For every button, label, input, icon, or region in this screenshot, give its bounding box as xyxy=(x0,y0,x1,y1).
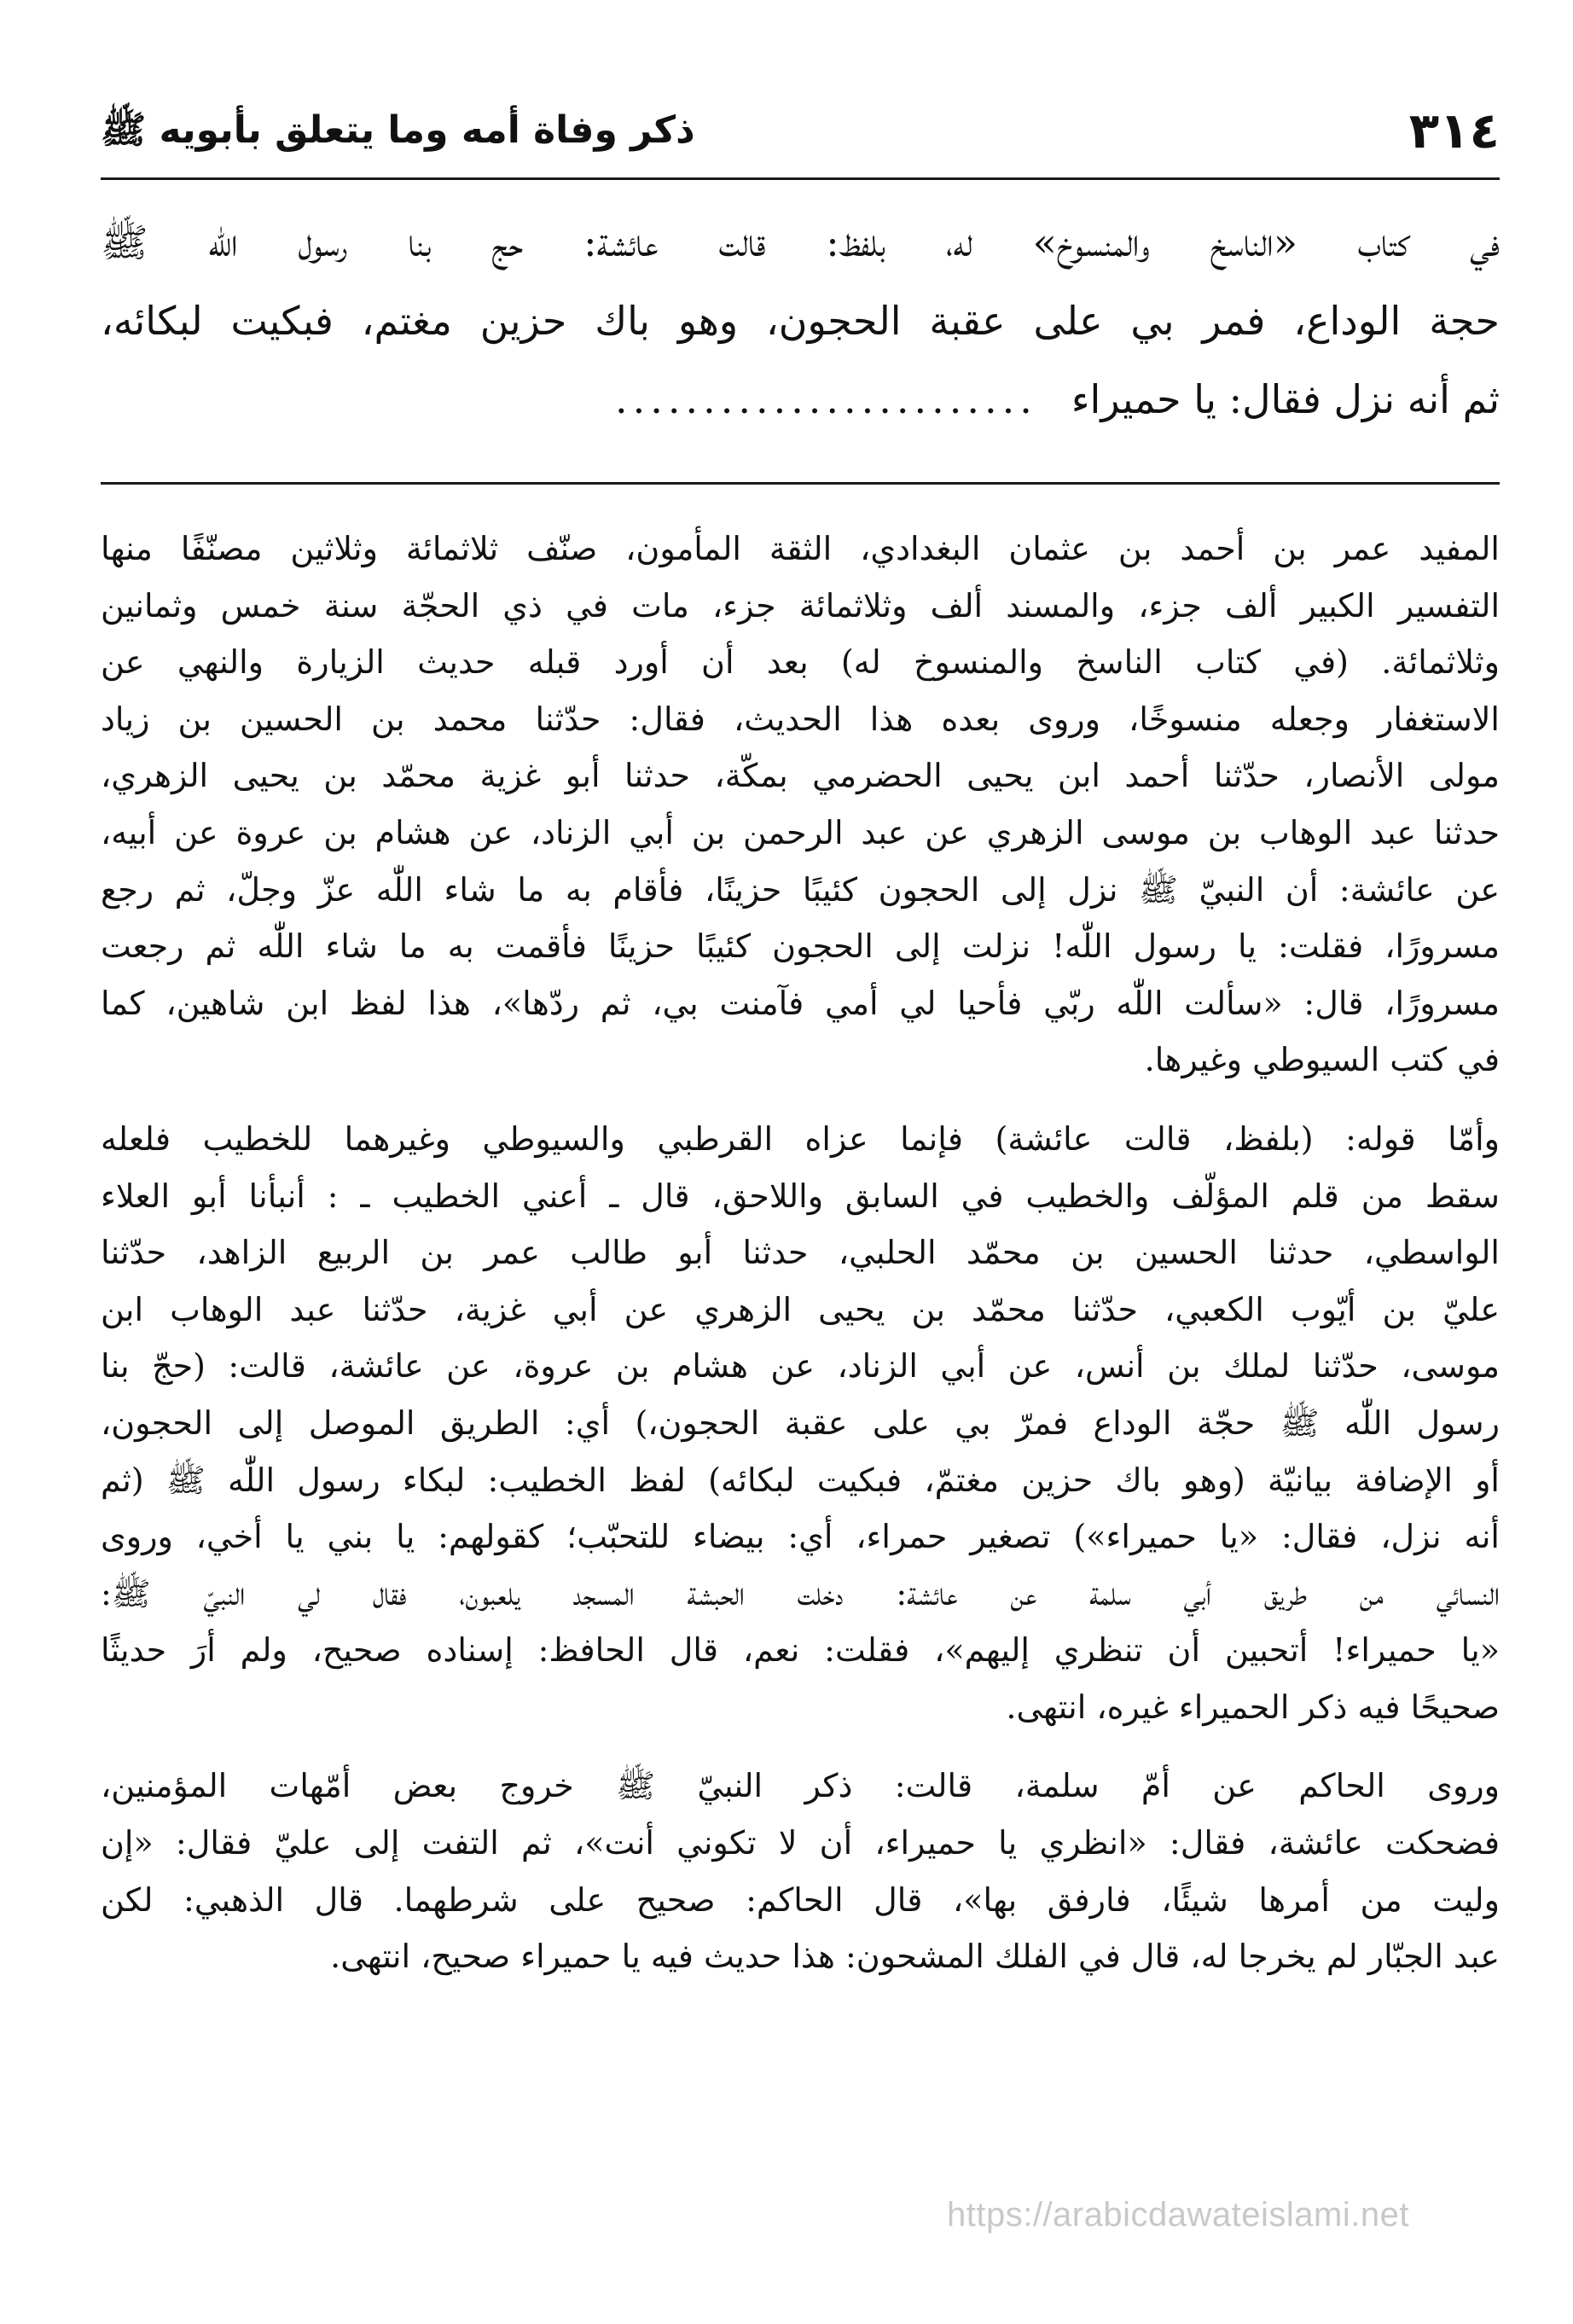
commentary-line: مسرورًا، قال: «سألت اللّٰه ربّي فأحيا لي أمي فآمنت بي، ثم ردّها»، هذا لفظ ابن شاهين، كما xyxy=(101,984,1500,1022)
main-text-line xyxy=(101,360,1500,439)
commentary-line: الواسطي، حدثنا الحسين بن محمّد الحلبي، حدثنا أبو طالب عمر بن الربيع الزاهد، حدّثنا xyxy=(101,1234,1500,1272)
commentary-line: رسول اللّٰه ﷺ حجّة الوداع فمرّ بي على عقبة الحجون،) أي: الطريق الموصل إلى الحجون، xyxy=(101,1403,1500,1442)
watermark-url: https://arabicdawateislami.net xyxy=(947,2196,1409,2234)
commentary-line: وثلاثمائة. (في كتاب الناسخ والمنسوخ له) بعد أن أورد قبله حديث الزيارة والنهي عن xyxy=(101,643,1500,682)
commentary-line: عبد الجبّار لم يخرجا له، قال في الفلك المشحون: هذا حديث فيه يا حميراء صحيح، انتهى. xyxy=(330,1938,1500,1976)
ellipsis-dots: ........................ xyxy=(614,376,1037,422)
commentary-divider xyxy=(101,482,1500,485)
chapter-title: ذكر وفاة أمه وما يتعلق بأبويه ﷺ xyxy=(101,108,695,152)
commentary-line: وروى الحاكم عن أمّ سلمة، قالت: ذكر النبيّ ﷺ خروج بعض أمّهات المؤمنين، xyxy=(101,1767,1500,1805)
paragraph-gap xyxy=(101,1735,1500,1758)
main-text-line: في كتاب «الناسخ والمنسوخ» له، بلفظ: قالت عائشة: حج بنا رسول الله ﷺ xyxy=(101,219,1500,265)
running-header xyxy=(101,92,1500,169)
commentary-line: فضحكت عائشة، فقال: «انظري يا حميراء، أن لا تكوني أنت»، ثم التفت إلى عليّ فقال: «إن xyxy=(101,1824,1500,1862)
commentary-line: أنه نزل، فقال: «يا حميراء») تصغير حمراء، أي: بيضاء للتحبّب؛ كقولهم: يا بني يا أخي، وروى xyxy=(101,1518,1500,1556)
commentary-line: عليّ بن أيّوب الكعبي، حدّثنا محمّد بن يحيى الزهري عن أبي غزية، حدّثنا عبد الوهاب ابن xyxy=(101,1290,1500,1328)
commentary-line: مسرورًا، فقلت: يا رسول اللّٰه! نزلت إلى الحجون كئيبًا حزينًا فأقمت به ما شاء اللّٰه ثم رجعت xyxy=(101,927,1500,966)
page-number: ٣١٤ xyxy=(1408,102,1500,160)
commentary-line: أو الإضافة بيانيّة (وهو باك حزين مغتمّ، فبكيت لبكائه) لفظ الخطيب: لبكاء رسول اللّٰه ﷺ (ثم xyxy=(101,1461,1500,1499)
commentary-line: حدثنا عبد الوهاب بن موسى الزهري عن عبد الرحمن بن أبي الزناد، عن هشام بن عروة عن أبيه، xyxy=(101,813,1500,851)
commentary-line: مولى الأنصار، حدّثنا أحمد ابن يحيى الحضرمي بمكّة، حدثنا أبو غزية محمّد بن يحيى الزهري، xyxy=(101,757,1500,795)
commentary-line: وليت من أمرها شيئًا، فارفق بها»، قال الحاكم: صحيح على شرطهما. قال الذهبي: لكن xyxy=(101,1880,1500,1919)
commentary-line: في كتب السيوطي وغيرها. xyxy=(1144,1041,1500,1079)
main-text-line: حجة الوداع، فمر بي على عقبة الحجون، وهو باك حزين مغتم، فبكيت لبكائه، xyxy=(101,298,1500,344)
commentary-line: النسائي من طريق أبي سلمة عن عائشة: دخلت الحبشة المسجد يلعبون، فقال لي النبيّ ﷺ: xyxy=(101,1574,1500,1612)
commentary-line: وأمّا قوله: (بلفظ، قالت عائشة) فإنما عزاه القرطبي والسيوطي وغيرهما للخطيب فلعله xyxy=(101,1119,1500,1158)
main-text-block xyxy=(101,203,1500,439)
header-divider xyxy=(101,177,1500,180)
commentary-line: صحيحًا فيه ذكر الحميراء غيره، انتهى. xyxy=(1006,1688,1500,1726)
commentary-line: التفسير الكبير ألف جزء، والمسند ألف وثلاثمائة جزء، مات في ذي الحجّة سنة خمس وثمانين xyxy=(101,586,1500,625)
commentary-line: موسى، حدّثنا لملك بن أنس، عن أبي الزناد، عن هشام بن عروة، عن عائشة، قالت: (حجّ بنا xyxy=(101,1347,1500,1386)
commentary-line: عن عائشة: أن النبيّ ﷺ نزل إلى الحجون كئيبًا حزينًا، فأقام به ما شاء اللّٰه عزّ وجلّ، ثم رجع xyxy=(101,870,1500,909)
commentary-line: المفيد عمر بن أحمد بن عثمان البغدادي، الثقة المأمون، صنّف ثلاثمائة وثلاثين مصنّفًا منها xyxy=(101,530,1500,567)
commentary-line: سقط من قلم المؤلّف والخطيب في السابق واللاحق، قال ـ أعني الخطيب ـ : أنبأنا أبو العلاء xyxy=(101,1177,1500,1215)
paragraph-gap xyxy=(101,1089,1500,1111)
main-text-fragment: ثم أنه نزل فقال: يا حميراء xyxy=(1071,376,1500,422)
commentary-block xyxy=(101,520,1500,1985)
commentary-line: «يا حميراء! أتحبين أن تنظري إليهم»، فقلت: نعم، قال الحافظ: إسناده صحيح، ولم أرَ حديثًا xyxy=(101,1631,1500,1670)
commentary-line: الاستغفار وجعله منسوخًا، وروى بعده هذا الحديث، فقال: حدّثنا محمد بن الحسين بن زياد xyxy=(101,700,1500,738)
